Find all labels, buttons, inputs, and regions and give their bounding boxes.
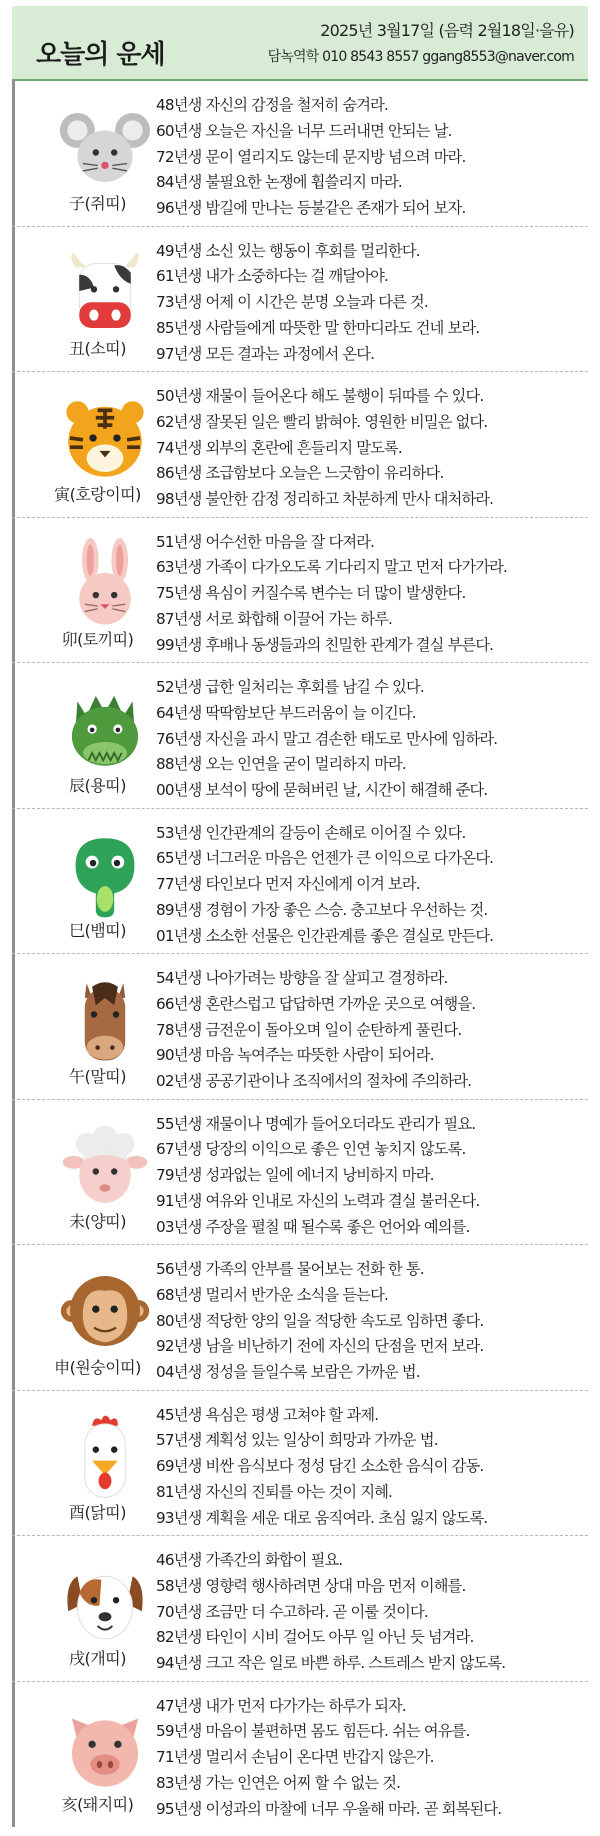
fortune-line: 78년생 금전운이 돌아오며 일이 순탄하게 풀린다.: [156, 1020, 462, 1039]
zodiac-name: 午(말띠): [69, 1066, 126, 1086]
fortune-line: 00년생 보석이 땅에 묻혀버린 날, 시간이 해결해 준다.: [156, 781, 488, 800]
fortune-line: 60년생 오늘은 자신을 너무 드러내면 안되는 날.: [156, 121, 452, 140]
snake-icon: [59, 829, 151, 921]
zodiac-rat: [12, 81, 588, 227]
fortune-line: 48년생 자신의 감정을 철저히 숨겨라.: [156, 96, 389, 114]
fortune-line: 84년생 불필요한 논쟁에 휩쓸리지 마라.: [156, 173, 402, 192]
fortune-line: 01년생 소소한 선물은 인간관계를 좋은 결실로 만든다.: [156, 926, 494, 945]
fortune-line: 53년생 인간관계의 갈등이 손해로 이어질 수 있다.: [156, 823, 466, 842]
fortune-line: 76년생 자신을 과시 말고 겸손한 태도로 만사에 임하라.: [156, 729, 498, 748]
fortune-line: 04년생 정성을 들일수록 보람은 가까운 법.: [156, 1363, 420, 1382]
fortune-line: 52년생 급한 일처리는 후회를 남길 수 있다.: [156, 678, 424, 696]
fortune-line: 93년생 계획을 세운 대로 움직여라. 초심 잃지 않도록.: [156, 1508, 488, 1527]
fortune-line: 81년생 자신의 진퇴를 아는 것이 지혜.: [156, 1482, 393, 1501]
tiger-icon: [59, 392, 151, 484]
fortune-line: 51년생 어수선한 마음을 잘 다져라.: [156, 532, 375, 551]
ox-icon: [59, 247, 151, 339]
fortune-line: 61년생 내가 소중하다는 걸 깨달아야.: [156, 267, 389, 286]
zodiac-name: 寅(호랑이띠): [54, 484, 141, 504]
fortune-line: 62년생 잘못된 일은 빨리 밝혀야. 영원한 비밀은 없다.: [156, 412, 488, 431]
fortune-line: 69년생 비싼 음식보다 정성 담긴 소소한 음식이 감동.: [156, 1457, 484, 1476]
page-title: 오늘의 운세: [36, 40, 165, 70]
zodiac-pig: [12, 1682, 588, 1828]
zodiac-rooster: [12, 1391, 588, 1537]
fortune-line: 92년생 남을 비난하기 전에 자신의 단점을 먼저 보라.: [156, 1337, 484, 1356]
rooster-icon: [59, 1411, 151, 1503]
fortune-line: 56년생 가족의 안부를 물어보는 전화 한 통.: [156, 1260, 424, 1278]
horse-icon: [59, 974, 151, 1066]
fortune-line: 49년생 소신 있는 행동이 후회를 멀리한다.: [156, 241, 420, 260]
fortune-line: 71년생 멀리서 손님이 온다면 반갑지 않은가.: [156, 1748, 434, 1767]
zodiac-name: 卯(토끼띠): [61, 630, 134, 649]
fortune-line: 66년생 혼란스럽고 답답하면 가까운 곳으로 여행을.: [156, 994, 476, 1013]
fortune-line: 72년생 문이 열리지도 않는데 문지방 넘으려 마라.: [156, 147, 466, 166]
dog-icon: [59, 1556, 151, 1648]
fortune-line: 02년생 공공기관이나 조직에서의 절차에 주의하라.: [156, 1072, 472, 1091]
fortune-line: 65년생 너그러운 마음은 언젠가 큰 이익으로 다가온다.: [156, 849, 494, 868]
fortune-line: 58년생 영향력 행사하려면 상대 마음 먼저 이해를.: [156, 1576, 466, 1595]
zodiac-horse: [12, 954, 588, 1100]
fortune-line: 73년생 어제 이 시간은 분명 오늘과 다른 것.: [156, 293, 428, 312]
fortune-line: 47년생 내가 먼저 다가가는 하루가 되자.: [156, 1696, 406, 1715]
zodiac-name: 亥(돼지띠): [61, 1795, 134, 1814]
monkey-icon: [59, 1265, 151, 1357]
fortune-line: 64년생 딱딱함보단 부드러움이 늘 이긴다.: [156, 703, 416, 722]
zodiac-monkey: [12, 1245, 588, 1391]
fortune-line: 59년생 마음이 불편하면 몸도 힘든다. 쉬는 여유를.: [156, 1722, 470, 1741]
fortune-line: 54년생 나아가려는 방향을 잘 살피고 결정하라.: [156, 969, 448, 987]
zodiac-name: 申(원숭이띠): [54, 1357, 141, 1377]
fortune-line: 74년생 외부의 혼란에 흔들리지 말도록.: [156, 438, 402, 457]
zodiac-rabbit: [12, 518, 588, 664]
fortune-line: 03년생 주장을 펼칠 때 될수록 좋은 언어와 예의를.: [156, 1217, 470, 1236]
date-line: 2025년 3월17일 (음력 2월18일·을유): [320, 21, 574, 40]
fortune-line: 94년생 크고 작은 일로 바쁜 하루. 스트레스 받지 않도록.: [156, 1654, 506, 1673]
fortune-line: 46년생 가족간의 화합이 필요.: [156, 1551, 343, 1569]
sheep-icon: [59, 1120, 151, 1212]
rabbit-icon: [59, 538, 151, 630]
fortune-line: 55년생 재물이나 명예가 들어오더라도 관리가 필요.: [156, 1114, 476, 1133]
pig-icon: [59, 1702, 151, 1794]
fortune-line: 89년생 경험이 가장 좋은 스승. 충고보다 우선하는 것.: [156, 900, 488, 919]
zodiac-name: 戌(개띠): [69, 1648, 126, 1668]
fortune-line: 45년생 욕심은 평생 고쳐야 할 과제.: [156, 1405, 379, 1424]
fortune-line: 85년생 사람들에게 따뜻한 말 한마디라도 건네 보라.: [156, 318, 480, 337]
contact-line: 담녹역학 010 8543 8557 ggang8553@naver.com: [267, 49, 574, 65]
zodiac-sheep: [12, 1100, 588, 1246]
zodiac-tiger: [12, 372, 588, 518]
zodiac-name: 未(양띠): [69, 1212, 126, 1231]
fortune-line: 87년생 서로 화합해 이끌어 가는 하루.: [156, 609, 393, 628]
fortune-line: 79년생 성과없는 일에 에너지 낭비하지 마라.: [156, 1166, 434, 1185]
zodiac-ox: [12, 227, 588, 373]
fortune-line: 91년생 여유와 인내로 자신의 노력과 결실 불러온다.: [156, 1191, 480, 1210]
zodiac-name: 巳(뱀띠): [69, 921, 126, 940]
fortune-line: 90년생 마음 녹여주는 따뜻한 사람이 되어라.: [156, 1046, 434, 1065]
zodiac-name: 子(쥐띠): [69, 193, 126, 213]
fortune-line: 95년생 이성과의 마찰에 너무 우울해 마라. 곧 회복된다.: [156, 1799, 502, 1818]
fortune-line: 75년생 욕심이 커질수록 변수는 더 많이 발생한다.: [156, 584, 466, 603]
fortune-line: 82년생 타인이 시비 걸어도 아무 일 아닌 듯 넘겨라.: [156, 1628, 474, 1647]
zodiac-snake: [12, 809, 588, 955]
zodiac-dog: [12, 1536, 588, 1682]
fortune-line: 57년생 계획성 있는 일상이 희망과 가까운 법.: [156, 1431, 438, 1450]
fortune-line: 80년생 적당한 양의 일을 적당한 속도로 임하면 좋다.: [156, 1311, 484, 1330]
fortune-line: 97년생 모든 결과는 과정에서 온다.: [156, 344, 375, 363]
fortune-line: 96년생 밤길에 만나는 등불같은 존재가 되어 보자.: [156, 199, 466, 218]
zodiac-name: 酉(닭띠): [69, 1503, 126, 1522]
fortune-line: 98년생 불안한 감정 정리하고 차분하게 만사 대처하라.: [156, 490, 494, 509]
fortune-line: 68년생 멀리서 반가운 소식을 듣는다.: [156, 1285, 389, 1304]
zodiac-name: 丑(소띠): [69, 339, 126, 358]
zodiac-name: 辰(용띠): [69, 775, 126, 795]
fortune-line: 83년생 가는 인연은 어찌 할 수 없는 것.: [156, 1773, 401, 1792]
fortune-line: 50년생 재물이 들어온다 해도 불행이 뒤따를 수 있다.: [156, 387, 484, 405]
fortune-line: 86년생 조급함보다 오늘은 느긋함이 유리하다.: [156, 464, 444, 483]
header-banner: [12, 6, 588, 81]
zodiac-dragon: [12, 663, 588, 809]
fortune-line: 67년생 당장의 이익으로 좋은 인연 놓치지 않도록.: [156, 1140, 466, 1159]
fortune-line: 63년생 가족이 다가오도록 기다리지 말고 먼저 다가가라.: [156, 558, 508, 577]
fortune-line: 70년생 조금만 더 수고하라. 곧 이룰 것이다.: [156, 1602, 428, 1621]
dragon-icon: [59, 683, 151, 775]
fortune-line: 77년생 타인보다 먼저 자신에게 이겨 보라.: [156, 875, 420, 894]
zodiac-list: [12, 81, 588, 1827]
fortune-line: 99년생 후배나 동생들과의 친밀한 관계가 결실 부른다.: [156, 635, 494, 654]
rat-icon: [59, 101, 151, 193]
fortune-line: 88년생 오는 인연을 굳이 멀리하지 마라.: [156, 755, 406, 774]
